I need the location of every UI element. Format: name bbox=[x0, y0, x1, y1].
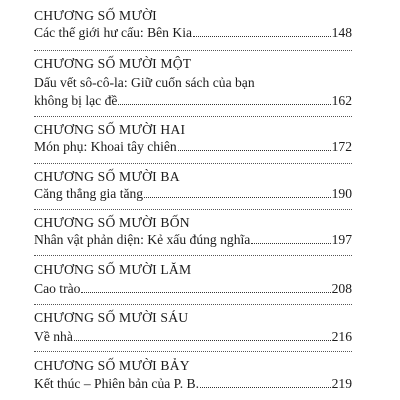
page-number: 219 bbox=[331, 376, 352, 391]
chapter-heading: CHƯƠNG SỐ MƯỜI BA bbox=[34, 169, 180, 184]
section-divider bbox=[34, 209, 352, 210]
chapter-heading: CHƯƠNG SỐ MƯỜI BỐN bbox=[34, 215, 190, 230]
chapter-heading: CHƯƠNG SỐ MƯỜI bbox=[34, 8, 157, 23]
chapter-title: Căng thẳng gia tăng bbox=[34, 186, 144, 201]
chapter-title-line1: Dấu vết sô-cô-la: Giữ cuốn sách của bạn bbox=[34, 75, 255, 90]
chapter-entry[interactable] bbox=[34, 139, 352, 155]
section-divider bbox=[34, 50, 352, 51]
chapter-title: không bị lạc đề bbox=[34, 93, 118, 108]
section-divider bbox=[34, 116, 352, 117]
page-number: 197 bbox=[331, 232, 352, 247]
section-divider bbox=[34, 255, 352, 256]
chapter-entry[interactable] bbox=[34, 329, 352, 345]
section-divider bbox=[34, 304, 352, 305]
chapter-title: Món phụ: Khoai tây chiên bbox=[34, 139, 177, 154]
dot-leader bbox=[193, 25, 331, 37]
chapter-title: Cao trào bbox=[34, 281, 81, 296]
page-number: 148 bbox=[331, 25, 352, 40]
chapter-title: Về nhà bbox=[34, 329, 73, 344]
chapter-title: Kết thúc – Phiên bản của P. B. bbox=[34, 376, 199, 391]
chapter-entry[interactable] bbox=[34, 281, 352, 297]
dot-leader bbox=[118, 93, 330, 105]
dot-leader bbox=[144, 186, 331, 198]
chapter-entry[interactable] bbox=[34, 25, 352, 41]
chapter-heading: CHƯƠNG SỐ MƯỜI BẢY bbox=[34, 358, 190, 373]
page-number: 162 bbox=[331, 93, 352, 108]
chapter-heading: CHƯƠNG SỐ MƯỜI HAI bbox=[34, 122, 186, 137]
dot-leader bbox=[178, 139, 331, 151]
chapter-title: Nhân vật phản diện: Kẻ xấu đúng nghĩa bbox=[34, 232, 251, 247]
dot-leader bbox=[200, 376, 331, 388]
chapter-entry[interactable] bbox=[34, 93, 352, 109]
page-number: 216 bbox=[331, 329, 352, 344]
chapter-heading: CHƯƠNG SỐ MƯỜI MỘT bbox=[34, 56, 192, 71]
chapter-entry[interactable] bbox=[34, 232, 352, 248]
section-divider bbox=[34, 351, 352, 352]
chapter-entry[interactable] bbox=[34, 376, 352, 392]
chapter-heading: CHƯƠNG SỐ MƯỜI SÁU bbox=[34, 310, 189, 325]
page-number: 172 bbox=[331, 139, 352, 154]
chapter-entry[interactable] bbox=[34, 186, 352, 202]
section-divider bbox=[34, 163, 352, 164]
page-number: 190 bbox=[331, 186, 352, 201]
chapter-title: Các thế giới hư cấu: Bên Kia bbox=[34, 25, 193, 40]
page-number: 208 bbox=[331, 281, 352, 296]
dot-leader bbox=[74, 329, 331, 341]
dot-leader bbox=[251, 232, 330, 244]
chapter-heading: CHƯƠNG SỐ MƯỜI LĂM bbox=[34, 262, 192, 277]
dot-leader bbox=[81, 281, 330, 293]
